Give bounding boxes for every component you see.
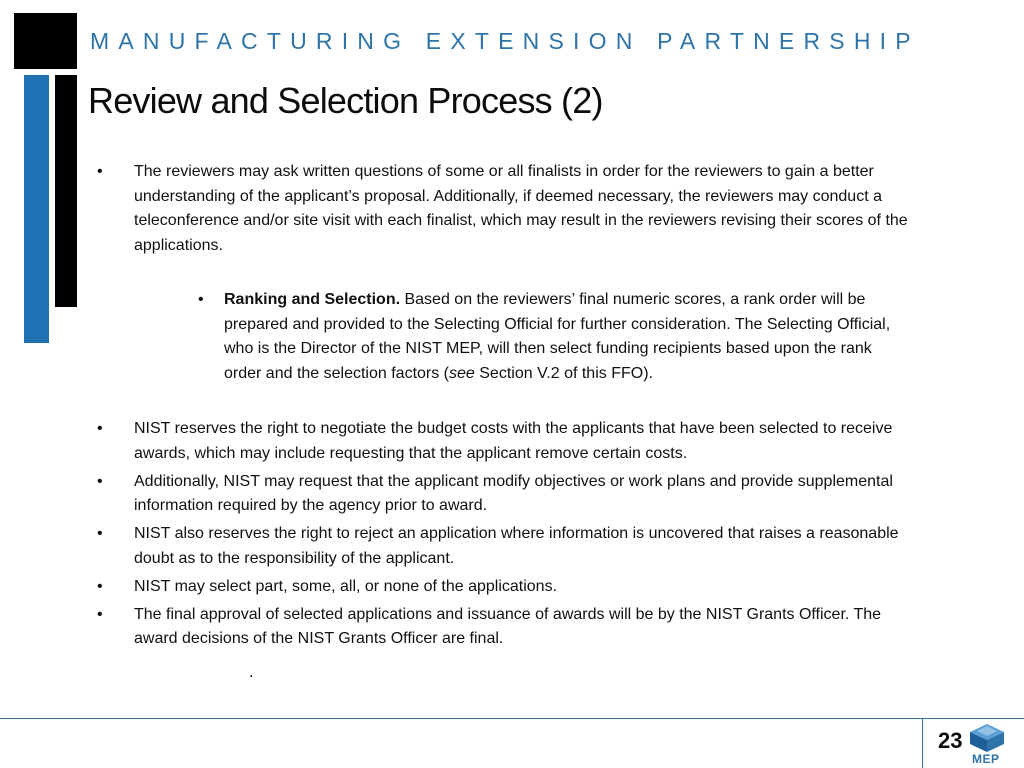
bullet-marker: • xyxy=(97,472,103,490)
list-item-text: The final approval of selected applications and issuance of awards will be by the NIST Grants Officer. The award decisions of the NIST Grants Officer are final. xyxy=(134,605,882,647)
list-item xyxy=(198,288,904,386)
ranking-and-selection-paragraph xyxy=(198,288,904,386)
org-name-header: MANUFACTURING EXTENSION PARTNERSHIP xyxy=(90,28,920,54)
list-item-text: NIST reserves the right to negotiate the budget costs with the applicants that have been selected to receive awards, which may include requesting that the applicant remove certain costs. xyxy=(134,420,893,462)
list-item xyxy=(97,470,914,519)
list-item xyxy=(97,417,914,466)
bullet-marker: • xyxy=(198,291,204,308)
footer-divider xyxy=(0,718,1024,719)
decor-black-bar xyxy=(55,75,77,307)
bullet-marker: • xyxy=(97,163,103,180)
list-item xyxy=(97,575,914,600)
ranking-text-part-2: Section V.2 of this FFO). xyxy=(474,364,653,382)
bullet-list xyxy=(97,417,914,655)
list-item xyxy=(97,522,914,571)
ranking-heading: Ranking and Selection. xyxy=(224,291,401,308)
page-number: 23 xyxy=(938,728,963,753)
decor-blue-bar xyxy=(24,75,49,343)
bullet-marker: • xyxy=(97,420,103,437)
ranking-see-word: see xyxy=(449,364,475,382)
footer-vertical-divider xyxy=(922,718,923,768)
list-item-text: NIST also reserves the right to reject an application where information is uncovered that raises a reasonable doubt as to the responsibility of the applicant. xyxy=(134,525,899,567)
list-item xyxy=(97,160,914,258)
bullet-marker: • xyxy=(97,577,103,595)
decor-black-square xyxy=(14,13,77,69)
list-item xyxy=(97,603,914,652)
ranking-text-part-1: Based on the reviewers’ final numeric scores, a rank order will be prepared and provided to the Selecting Official for further consideration. The Selecting Official, who is the Director of the NIST MEP, will then select funding recipients based upon the rank order and the selection factors ( xyxy=(224,291,891,382)
mep-logo-text: MEP xyxy=(972,752,1000,766)
slide-title: Review and Selection Process (2) xyxy=(88,80,603,121)
list-item-text: NIST may select part, some, all, or none of the applications. xyxy=(134,577,558,595)
bullet-marker: • xyxy=(97,605,103,623)
stray-period: . xyxy=(249,664,254,681)
list-item-text: Additionally, NIST may request that the applicant modify objectives or work plans and provide supplemental information required by the agency prior to award. xyxy=(134,472,893,514)
mep-logo-icon xyxy=(968,722,1006,754)
paragraph-text: The reviewers may ask written questions of some or all finalists in order for the reviewers to gain a better understanding of the applicant’s proposal. Additionally, if deemed necessary, the reviewers may conduct a teleconference and/or site visit with each finalist, which may result in the reviewers revising their scores of the applications. xyxy=(134,163,908,254)
bullet-marker: • xyxy=(97,525,103,542)
bullet-paragraph-1 xyxy=(97,160,914,258)
